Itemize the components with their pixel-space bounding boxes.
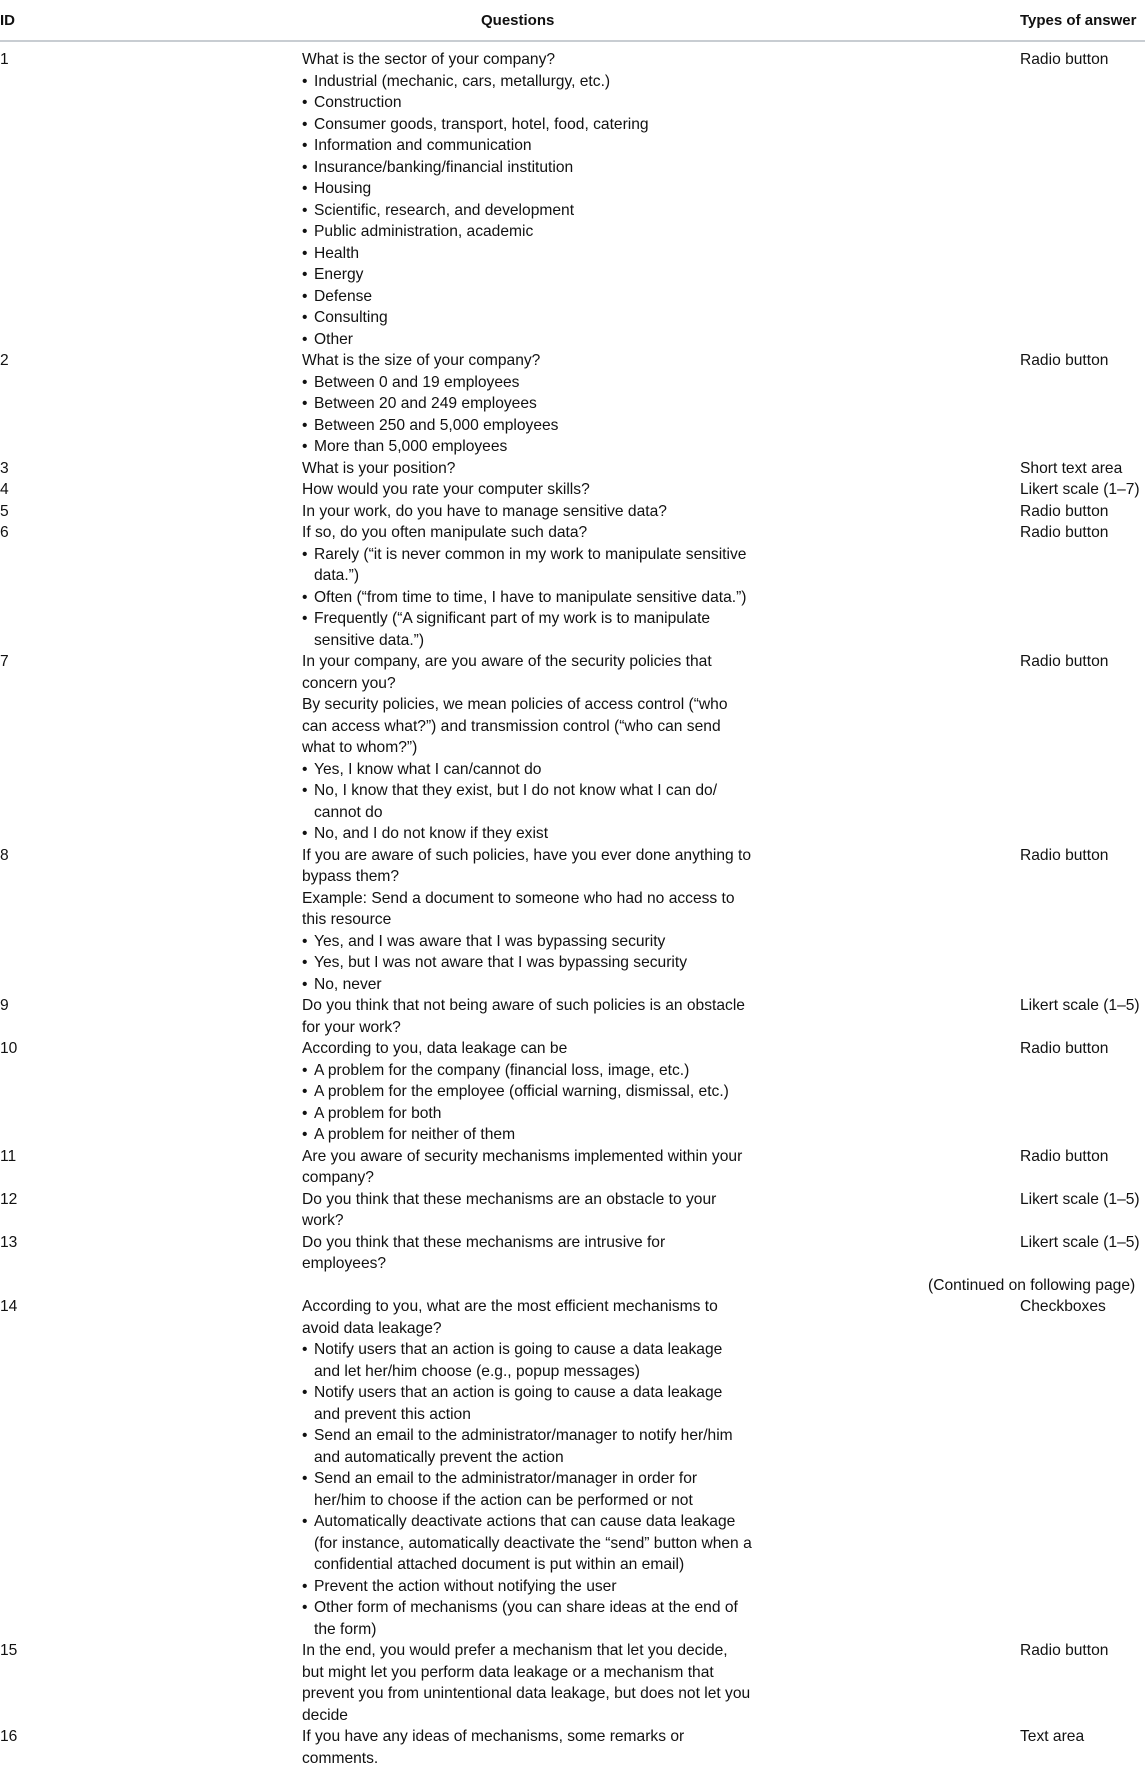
bullet-icon: • xyxy=(302,180,308,197)
answer-option xyxy=(302,931,752,953)
row-id: 9 xyxy=(0,997,9,1014)
bullet-icon: • xyxy=(302,1061,308,1079)
answer-option xyxy=(302,114,752,136)
header-types: Types of answer xyxy=(1020,12,1137,29)
question-text: Do you think that these mechanisms are an obstacle to your work? xyxy=(302,1190,717,1229)
answer-type: Radio button xyxy=(1020,1147,1109,1165)
answer-option-text: Public administration, academic xyxy=(314,223,534,240)
answer-option-text: Send an email to the administrator/manager to notify her/him and automatically prevent the action xyxy=(314,1427,733,1466)
continued-row xyxy=(0,1275,1145,1297)
answer-type: Radio button xyxy=(1020,653,1109,670)
answer-type: Likert scale (1–5) xyxy=(1020,1233,1140,1251)
answer-option-text: Between 20 and 249 employees xyxy=(314,395,537,412)
question-cell xyxy=(302,458,752,480)
answer-option-text: Often (“from time to time, I have to manipulate sensitive data.”) xyxy=(314,588,747,606)
answer-option xyxy=(302,587,752,609)
answer-option xyxy=(302,1103,752,1125)
answer-option xyxy=(302,1124,752,1146)
row-id: 11 xyxy=(0,1147,17,1165)
bullet-icon: • xyxy=(302,825,308,842)
question-note: Example: Send a document to someone who had no access to this resource xyxy=(302,889,735,928)
row-id: 15 xyxy=(0,1642,18,1659)
bullet-icon: • xyxy=(302,782,308,799)
bullet-icon: • xyxy=(302,1427,308,1444)
row-id: 1 xyxy=(0,51,9,68)
question-text: In your work, do you have to manage sensitive data? xyxy=(302,502,667,520)
question-cell xyxy=(302,845,752,996)
answer-option xyxy=(302,135,752,157)
answer-option xyxy=(302,1339,752,1382)
answer-option-text: Other form of mechanisms (you can share ideas at the end of the form) xyxy=(314,1599,738,1638)
row-id: 6 xyxy=(0,524,9,541)
answer-option-text: Housing xyxy=(314,180,372,197)
answer-option xyxy=(302,1060,752,1082)
question-cell xyxy=(302,995,752,1038)
bullet-icon: • xyxy=(302,115,308,133)
answer-type: Radio button xyxy=(1020,1642,1109,1659)
question-text: What is the size of your company? xyxy=(302,352,541,369)
answer-option xyxy=(302,92,752,114)
answer-option-text: Rarely (“it is never common in my work to manipulate sensitive data.”) xyxy=(314,545,747,584)
answer-type: Short text area xyxy=(1020,459,1123,477)
answer-option xyxy=(302,200,752,222)
bullet-icon: • xyxy=(302,610,308,627)
answer-option xyxy=(302,608,752,651)
header-questions: Questions xyxy=(481,12,555,29)
table-row xyxy=(0,1726,1145,1769)
answer-option xyxy=(302,1468,752,1511)
bullet-icon: • xyxy=(302,330,308,348)
answer-type: Radio button xyxy=(1020,524,1109,541)
answer-type: Radio button xyxy=(1020,352,1109,369)
answer-option xyxy=(302,544,752,587)
question-cell xyxy=(302,501,752,523)
row-id: 8 xyxy=(0,846,9,864)
bullet-icon: • xyxy=(302,545,308,563)
answer-option xyxy=(302,329,752,351)
bullet-icon: • xyxy=(302,1083,308,1100)
bullet-icon: • xyxy=(302,395,308,412)
bullet-icon: • xyxy=(302,1577,308,1595)
answer-option xyxy=(302,1382,752,1425)
header-id: ID xyxy=(0,12,15,29)
bullet-icon: • xyxy=(302,932,308,950)
bullet-icon: • xyxy=(302,287,308,305)
answer-option xyxy=(302,436,752,458)
bullet-icon: • xyxy=(302,266,308,283)
answer-type: Radio button xyxy=(1020,846,1109,864)
table-row xyxy=(0,1038,1145,1146)
question-text: If you have any ideas of mechanisms, some remarks or comments. xyxy=(302,1728,685,1767)
bullet-icon: • xyxy=(302,72,308,90)
question-cell xyxy=(302,651,752,845)
bullet-icon: • xyxy=(302,1126,308,1143)
answer-option xyxy=(302,823,752,845)
answer-option-text: Yes, I know what I can/cannot do xyxy=(314,760,542,778)
question-text: In your company, are you aware of the security policies that concern you? xyxy=(302,653,712,692)
answer-option-text: No, and I do not know if they exist xyxy=(314,825,549,842)
row-id: 14 xyxy=(0,1298,18,1315)
question-cell xyxy=(302,1146,752,1189)
table-row xyxy=(0,1232,1145,1275)
answer-option-text: A problem for the company (financial loss, image, etc.) xyxy=(314,1061,690,1079)
answer-option-text: Energy xyxy=(314,266,364,283)
table-body xyxy=(0,49,1145,1769)
question-cell xyxy=(302,1726,752,1769)
question-text: If you are aware of such policies, have you ever done anything to bypass them? xyxy=(302,846,752,885)
question-text: How would you rate your computer skills? xyxy=(302,481,590,498)
question-text: Do you think that these mechanisms are intrusive for employees? xyxy=(302,1233,666,1272)
answer-option-text: Industrial (mechanic, cars, metallurgy, etc.) xyxy=(314,72,611,90)
bullet-icon: • xyxy=(302,244,308,262)
answer-option xyxy=(302,1597,752,1640)
answer-option-text: No, I know that they exist, but I do not know what I can do/ cannot do xyxy=(314,782,718,821)
bullet-icon: • xyxy=(302,975,308,993)
answer-option xyxy=(302,1081,752,1103)
bullet-icon: • xyxy=(302,954,308,971)
answer-type: Radio button xyxy=(1020,51,1109,68)
bullet-icon: • xyxy=(302,1341,308,1358)
answer-option-text: Yes, and I was aware that I was bypassing security xyxy=(314,932,666,950)
row-id: 2 xyxy=(0,352,9,369)
answer-option xyxy=(302,71,752,93)
answer-option-text: Between 250 and 5,000 employees xyxy=(314,416,559,434)
table-row xyxy=(0,1146,1145,1189)
bullet-icon: • xyxy=(302,1384,308,1401)
answer-option-text: Between 0 and 19 employees xyxy=(314,373,520,391)
table-row xyxy=(0,458,1145,480)
answer-type: Radio button xyxy=(1020,502,1109,520)
answer-option-text: Insurance/banking/financial institution xyxy=(314,158,574,176)
answer-option-text: A problem for the employee (official warning, dismissal, etc.) xyxy=(314,1083,729,1100)
table-row xyxy=(0,995,1145,1038)
answer-option-text: Yes, but I was not aware that I was bypassing security xyxy=(314,954,688,971)
continued-note: (Continued on following page) xyxy=(928,1276,1136,1294)
answer-option-text: Construction xyxy=(314,94,402,111)
answer-option-text: More than 5,000 employees xyxy=(314,438,508,455)
answer-option xyxy=(302,1425,752,1468)
question-cell xyxy=(302,350,752,458)
table-row xyxy=(0,49,1145,350)
question-text: Do you think that not being aware of such policies is an obstacle for your work? xyxy=(302,997,745,1036)
answer-option xyxy=(302,307,752,329)
table-row xyxy=(0,651,1145,845)
bullet-icon: • xyxy=(302,158,308,176)
table-row xyxy=(0,522,1145,651)
bullet-icon: • xyxy=(302,223,308,240)
answer-option-text: Automatically deactivate actions that can cause data leakage (for instance, automatically deactivate the “send” button when a confidential attached document is put within an email) xyxy=(314,1513,752,1573)
bullet-icon: • xyxy=(302,94,308,111)
answer-option xyxy=(302,178,752,200)
table-row xyxy=(0,1296,1145,1640)
answer-option-text: Prevent the action without notifying the user xyxy=(314,1577,617,1595)
bullet-icon: • xyxy=(302,309,308,326)
row-id: 13 xyxy=(0,1233,18,1251)
answer-option-text: Consumer goods, transport, hotel, food, catering xyxy=(314,115,649,133)
row-id: 10 xyxy=(0,1040,18,1057)
answer-option xyxy=(302,393,752,415)
question-cell xyxy=(302,1038,752,1146)
question-text: What is your position? xyxy=(302,459,456,477)
answer-type: Likert scale (1–5) xyxy=(1020,997,1140,1014)
answer-option-text: Information and communication xyxy=(314,137,532,154)
answer-option xyxy=(302,1576,752,1598)
answer-option xyxy=(302,974,752,996)
answer-type: Checkboxes xyxy=(1020,1298,1106,1315)
question-text: According to you, data leakage can be xyxy=(302,1040,568,1057)
question-cell xyxy=(302,1640,752,1726)
bullet-icon: • xyxy=(302,373,308,391)
question-text: According to you, what are the most efficient mechanisms to avoid data leakage? xyxy=(302,1298,718,1337)
answer-option xyxy=(302,286,752,308)
bullet-icon: • xyxy=(302,201,308,219)
bullet-icon: • xyxy=(302,137,308,154)
answer-type: Radio button xyxy=(1020,1040,1109,1057)
answer-option xyxy=(302,243,752,265)
answer-option-text: Defense xyxy=(314,287,373,305)
row-id: 16 xyxy=(0,1728,18,1745)
answer-option xyxy=(302,1511,752,1576)
answer-option-text: Notify users that an action is going to cause a data leakage and let her/him choose (e.g., popup messages) xyxy=(314,1341,723,1380)
row-id: 3 xyxy=(0,459,9,477)
answer-option-text: Scientific, research, and development xyxy=(314,201,575,219)
bullet-icon: • xyxy=(302,1470,308,1487)
answer-option-text: Frequently (“A significant part of my work is to manipulate sensitive data.”) xyxy=(314,610,711,649)
answer-option-text: Send an email to the administrator/manager in order for her/him to choose if the action can be performed or not xyxy=(314,1470,698,1509)
answer-option-text: A problem for both xyxy=(314,1104,442,1122)
table-row xyxy=(0,479,1145,501)
answer-option xyxy=(302,221,752,243)
table-header xyxy=(0,0,1145,42)
question-cell xyxy=(302,49,752,350)
question-cell xyxy=(302,1232,752,1275)
row-id: 7 xyxy=(0,653,9,670)
bullet-icon: • xyxy=(302,588,308,606)
table-row xyxy=(0,1640,1145,1726)
row-id: 12 xyxy=(0,1190,18,1208)
answer-option-text: Other xyxy=(314,330,353,348)
question-text: If so, do you often manipulate such data? xyxy=(302,524,588,541)
question-cell xyxy=(302,1189,752,1232)
answer-option xyxy=(302,372,752,394)
table-row xyxy=(0,845,1145,996)
question-cell xyxy=(302,479,752,501)
question-cell xyxy=(302,522,752,651)
answer-option-text: A problem for neither of them xyxy=(314,1126,516,1143)
bullet-icon: • xyxy=(302,1104,308,1122)
table-row xyxy=(0,350,1145,458)
row-id: 5 xyxy=(0,502,9,520)
answer-type: Likert scale (1–5) xyxy=(1020,1190,1140,1208)
bullet-icon: • xyxy=(302,760,308,778)
bullet-icon: • xyxy=(302,438,308,455)
answer-option-text: Notify users that an action is going to cause a data leakage and prevent this action xyxy=(314,1384,723,1423)
bullet-icon: • xyxy=(302,416,308,434)
question-text: What is the sector of your company? xyxy=(302,51,556,68)
table-row xyxy=(0,501,1145,523)
question-cell xyxy=(302,1296,752,1640)
answer-option xyxy=(302,264,752,286)
answer-option xyxy=(302,157,752,179)
row-id: 4 xyxy=(0,481,9,498)
answer-type: Text area xyxy=(1020,1728,1085,1745)
answer-option xyxy=(302,952,752,974)
answer-option-text: No, never xyxy=(314,975,382,993)
question-note: By security policies, we mean policies of access control (“who can access what?”) and transmission control (“who can send what to whom?”) xyxy=(302,696,728,756)
answer-option xyxy=(302,415,752,437)
answer-option-text: Health xyxy=(314,244,360,262)
bullet-icon: • xyxy=(302,1513,308,1530)
bullet-icon: • xyxy=(302,1599,308,1616)
answer-option-text: Consulting xyxy=(314,309,388,326)
question-text: In the end, you would prefer a mechanism that let you decide, but might let you perform data leakage or a mechanism that prevent you from unintentional data leakage, but does not let you decide xyxy=(302,1642,751,1724)
answer-option xyxy=(302,780,752,823)
answer-option xyxy=(302,759,752,781)
answer-type: Likert scale (1–7) xyxy=(1020,481,1140,498)
question-text: Are you aware of security mechanisms implemented within your company? xyxy=(302,1147,743,1186)
table-row xyxy=(0,1189,1145,1232)
